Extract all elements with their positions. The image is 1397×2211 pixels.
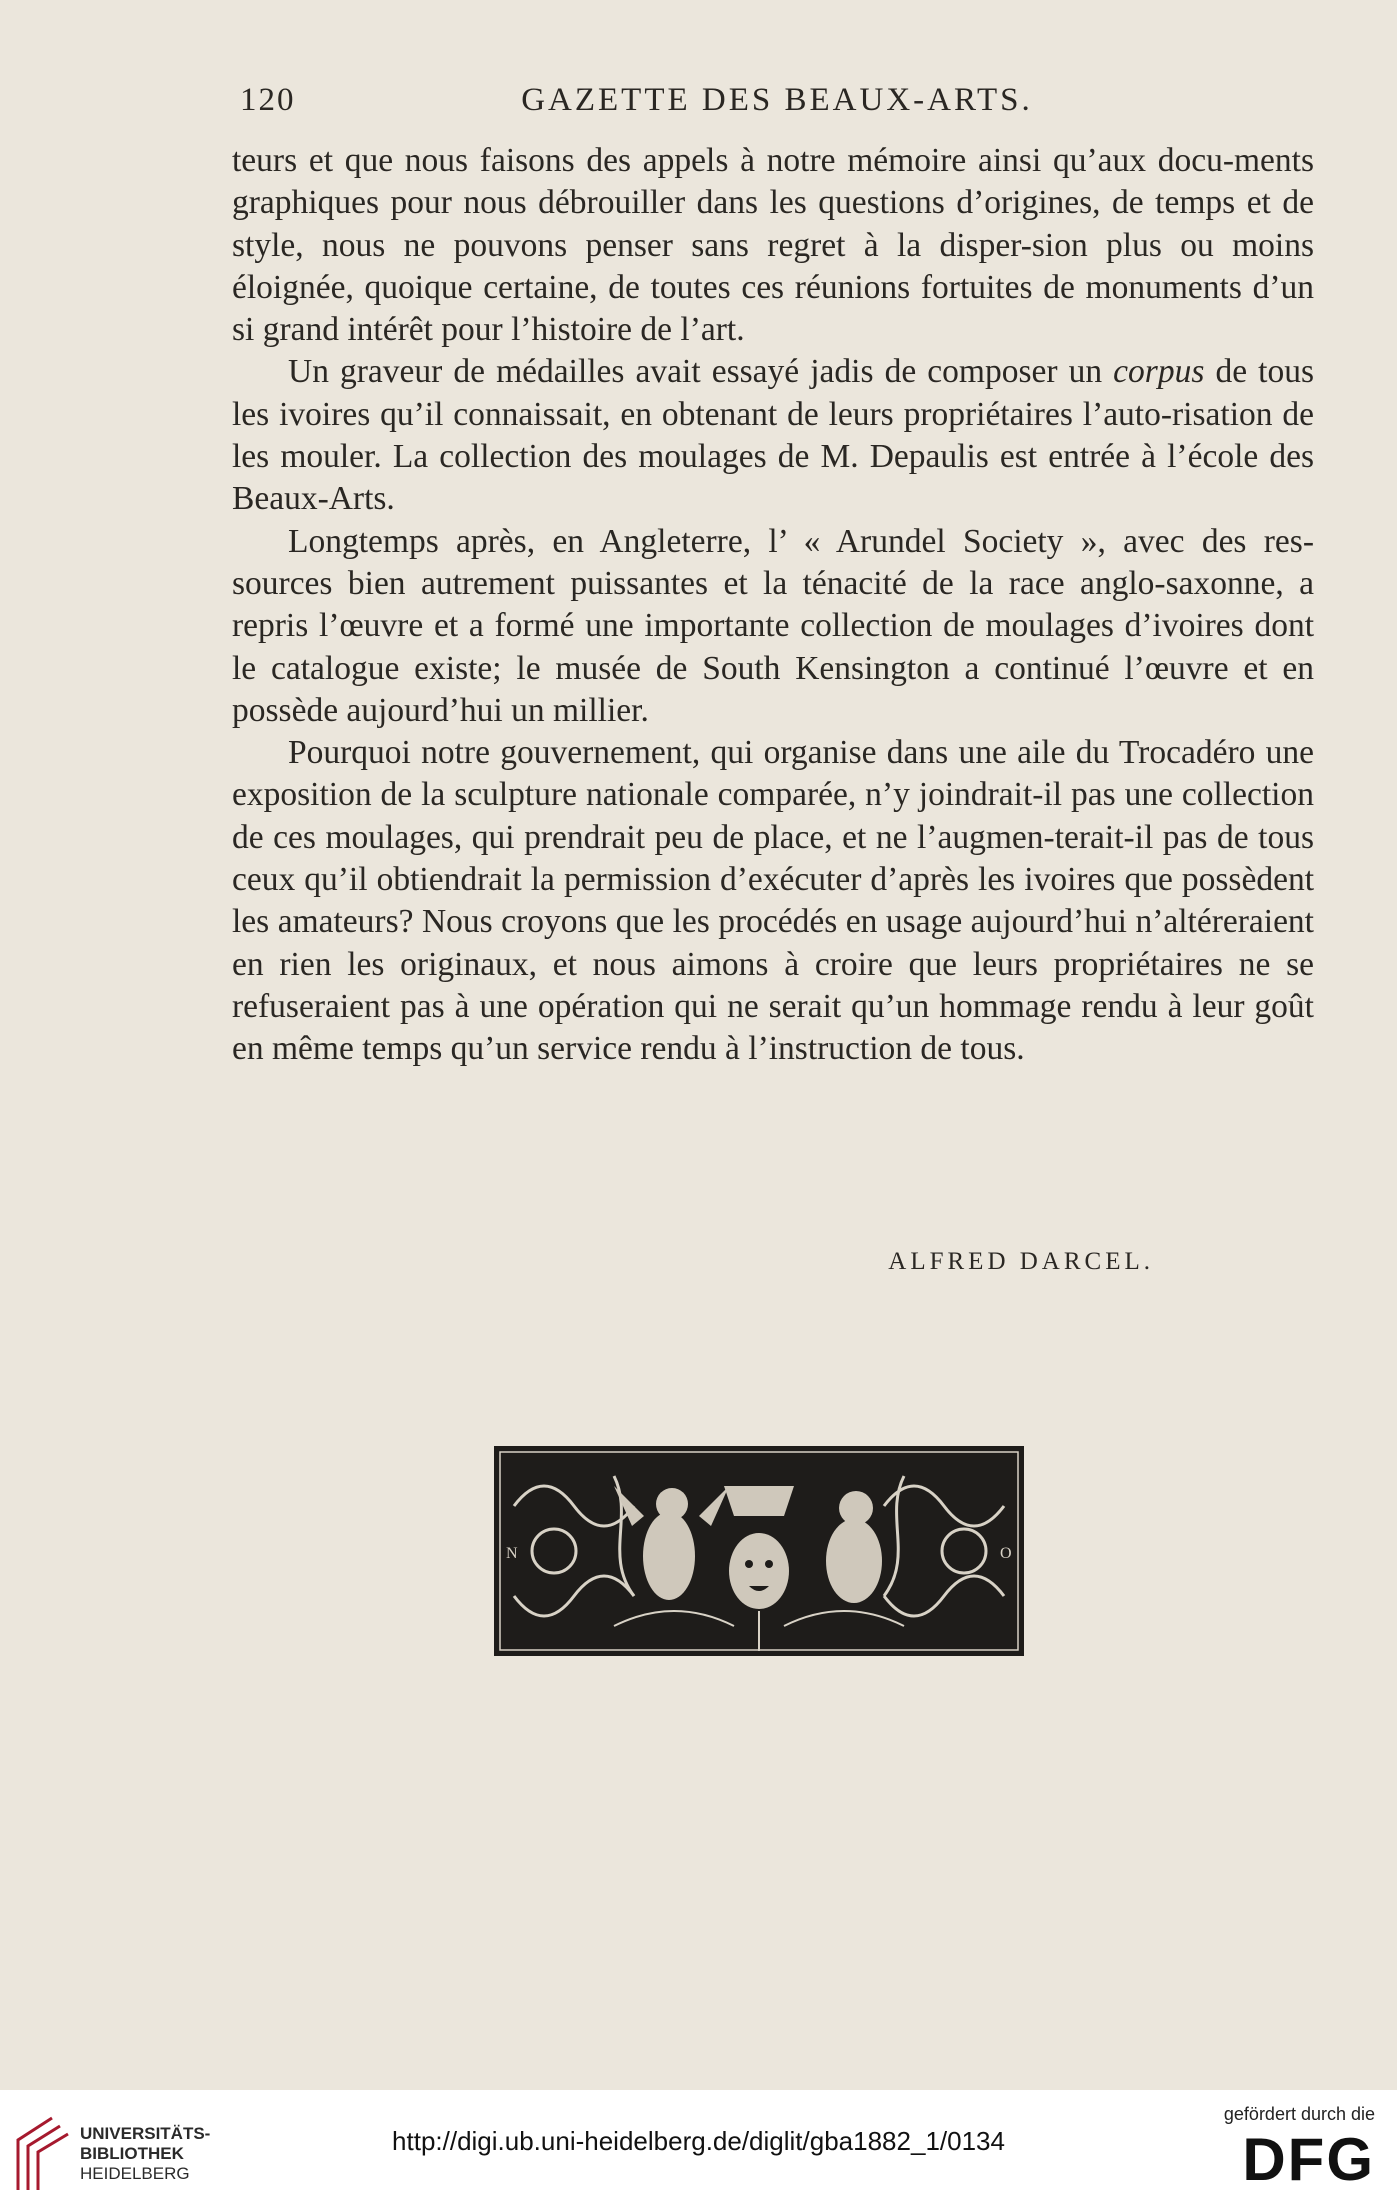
library-name-line3: HEIDELBERG: [80, 2164, 190, 2183]
paragraph-2-start: Un graveur de médailles avait essayé jadis de composer un: [288, 353, 1114, 391]
sponsor-label: gefördert durch die: [1223, 2104, 1375, 2124]
ornament-letter-n: N: [506, 1545, 518, 1562]
footer-bar: [0, 2090, 1397, 2211]
library-name-line1: UNIVERSITÄTS-: [80, 2124, 211, 2143]
paragraph-4: Pourquoi notre gouvernement, qui organise dans une aile du Trocadéro une exposition de la sculpture nationale comparée, n’y joindrait-il pas une collection de ces moulages, qui prendrait peu de place, et ne l’augmen-terait-il pas de tous ceux qu’il obtiendrait la permission d’exécuter d’après les ivoires que possèdent les amateurs? Nous croyons que les procédés en usage aujourd’hui n’altéreraient en rien les originaux, et nous aimons à croire que leurs propriétaires ne se refuseraient pas à une opération qui ne serait qu’un hommage rendu à leur goût en même temps qu’un service rendu à l’instruction de tous.: [232, 734, 1314, 1068]
running-title: GAZETTE DES BEAUX-ARTS.: [521, 82, 1033, 118]
page-header: [232, 82, 1322, 132]
page-number: 120: [240, 82, 296, 118]
engraved-ornament-icon: [494, 1446, 1024, 1656]
permalink-url[interactable]: http://digi.ub.uni-heidelberg.de/diglit/gba1882_1/0134: [392, 2126, 1005, 2156]
dfg-logo: DFG: [1242, 2126, 1375, 2193]
author-signature: ALFRED DARCEL.: [888, 1248, 1154, 1275]
paragraph-2-end: de tous les ivoires qu’il connaissait, en obtenant de leurs propriétaires l’auto-risation de les mouler. La collection des moulages de M. Depaulis est entrée à l’école des Beaux-Arts.: [232, 353, 1314, 518]
ornament-letter-o: O: [1000, 1545, 1012, 1562]
article-body: [232, 140, 1314, 1071]
paragraph-1: teurs et que nous faisons des appels à notre mémoire ainsi qu’aux docu-ments graphiques pour nous débrouiller dans les questions d’origines, de temps et de style, nous ne pouvons penser sans regret à la disper-sion plus ou moins éloignée, quoique certaine, de toutes ces réunions fortuites de monuments d’un si grand intérêt pour l’histoire de l’art.: [232, 142, 1314, 349]
paragraph-2: [232, 351, 1314, 520]
corpus-italic: corpus: [1113, 353, 1205, 391]
library-name-line2: BIBLIOTHEK: [80, 2144, 184, 2163]
paragraph-3: Longtemps après, en Angleterre, l’ « Arundel Society », avec des res-sources bien autrement puissantes et la ténacité de la race anglo-saxonne, a repris l’œuvre et a formé une importante collection de moulages d’ivoires dont le catalogue existe; le musée de South Kensington a continué l’œuvre et en possède aujourd’hui un millier.: [232, 522, 1314, 729]
